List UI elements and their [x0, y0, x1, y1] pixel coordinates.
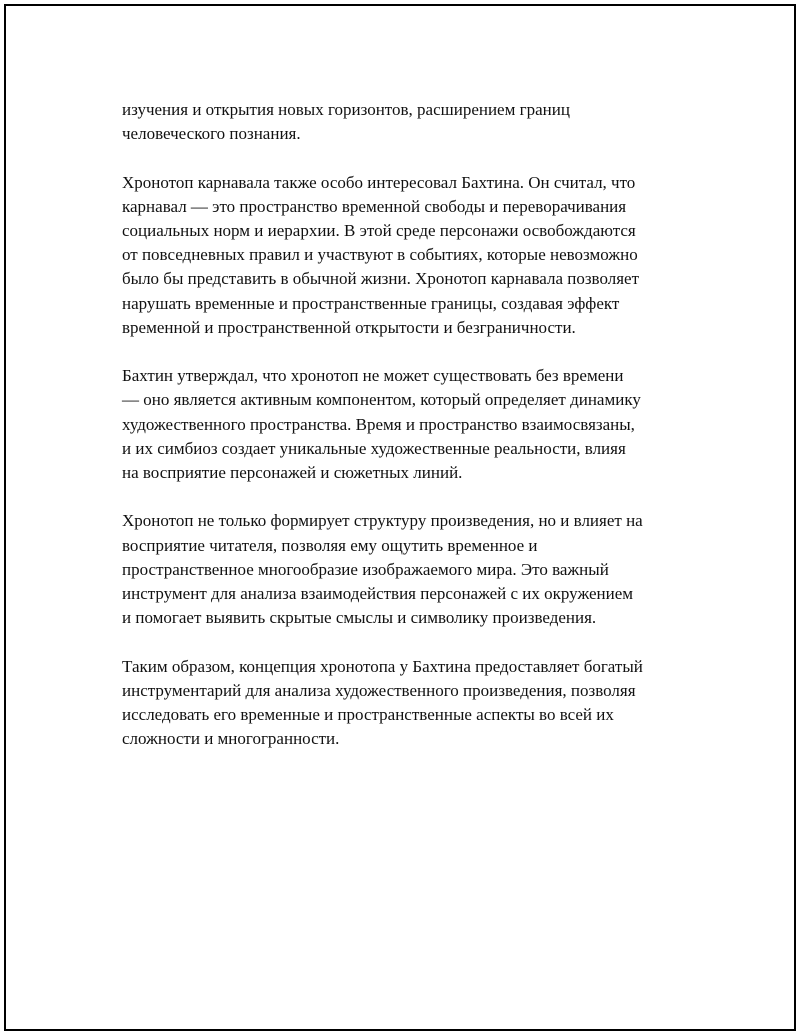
- text-line: и их симбиоз создает уникальные художественные реальности, влияя: [122, 438, 626, 458]
- document-body: [122, 98, 702, 776]
- text-line: нарушать временные и пространственные границы, создавая эффект: [122, 293, 620, 313]
- text-line: сложности и многогранности.: [122, 729, 340, 749]
- text-line: Хронотоп карнавала также особо интересовал Бахтина. Он считал, что: [122, 172, 636, 192]
- text-line: пространственное многообразие изображаемого мира. Это важный: [122, 559, 609, 579]
- text-line: социальных норм и иерархии. В этой среде персонажи освобождаются: [122, 221, 636, 240]
- text-line: Бахтин утверждал, что хронотоп не может существовать без времени: [122, 366, 624, 386]
- paragraph-4: [122, 509, 702, 630]
- text-line: инструментарий для анализа художественного произведения, позволяя: [122, 680, 636, 700]
- text-line: инструмент для анализа взаимодействия персонажей с их окружением: [122, 584, 634, 604]
- text-line: восприятие читателя, позволяя ему ощутить временное и: [122, 535, 538, 555]
- text-line: Таким образом, концепция хронотопа у Бахтина предоставляет богатый: [122, 656, 643, 676]
- paragraph-1: [122, 98, 702, 146]
- paragraph-5: [122, 655, 702, 752]
- text-line: карнавал — это пространство временной свободы и переворачивания: [122, 196, 627, 216]
- text-line: на восприятие персонажей и сюжетных линий.: [122, 463, 463, 483]
- text-line: Хронотоп не только формирует структуру произведения, но и влияет на: [122, 511, 643, 531]
- text-line: художественного пространства. Время и пространство взаимосвязаны,: [122, 414, 635, 434]
- text-line: изучения и открытия новых горизонтов, расширением границ: [122, 100, 570, 119]
- document-page: [4, 4, 796, 1031]
- paragraph-3: [122, 364, 702, 485]
- text-line: исследовать его временные и пространственные аспекты во всей их: [122, 705, 614, 725]
- text-line: и помогает выявить скрытые смыслы и символику произведения.: [122, 608, 597, 628]
- text-line: человеческого познания.: [122, 124, 301, 144]
- text-line: от повседневных правил и участвуют в событиях, которые невозможно: [122, 245, 638, 265]
- paragraph-2: [122, 171, 702, 340]
- text-line: — оно является активным компонентом, который определяет динамику: [122, 390, 641, 410]
- text-line: было бы представить в обычной жизни. Хронотоп карнавала позволяет: [122, 269, 640, 289]
- text-line: временной и пространственной открытости и безграничности.: [122, 317, 576, 337]
